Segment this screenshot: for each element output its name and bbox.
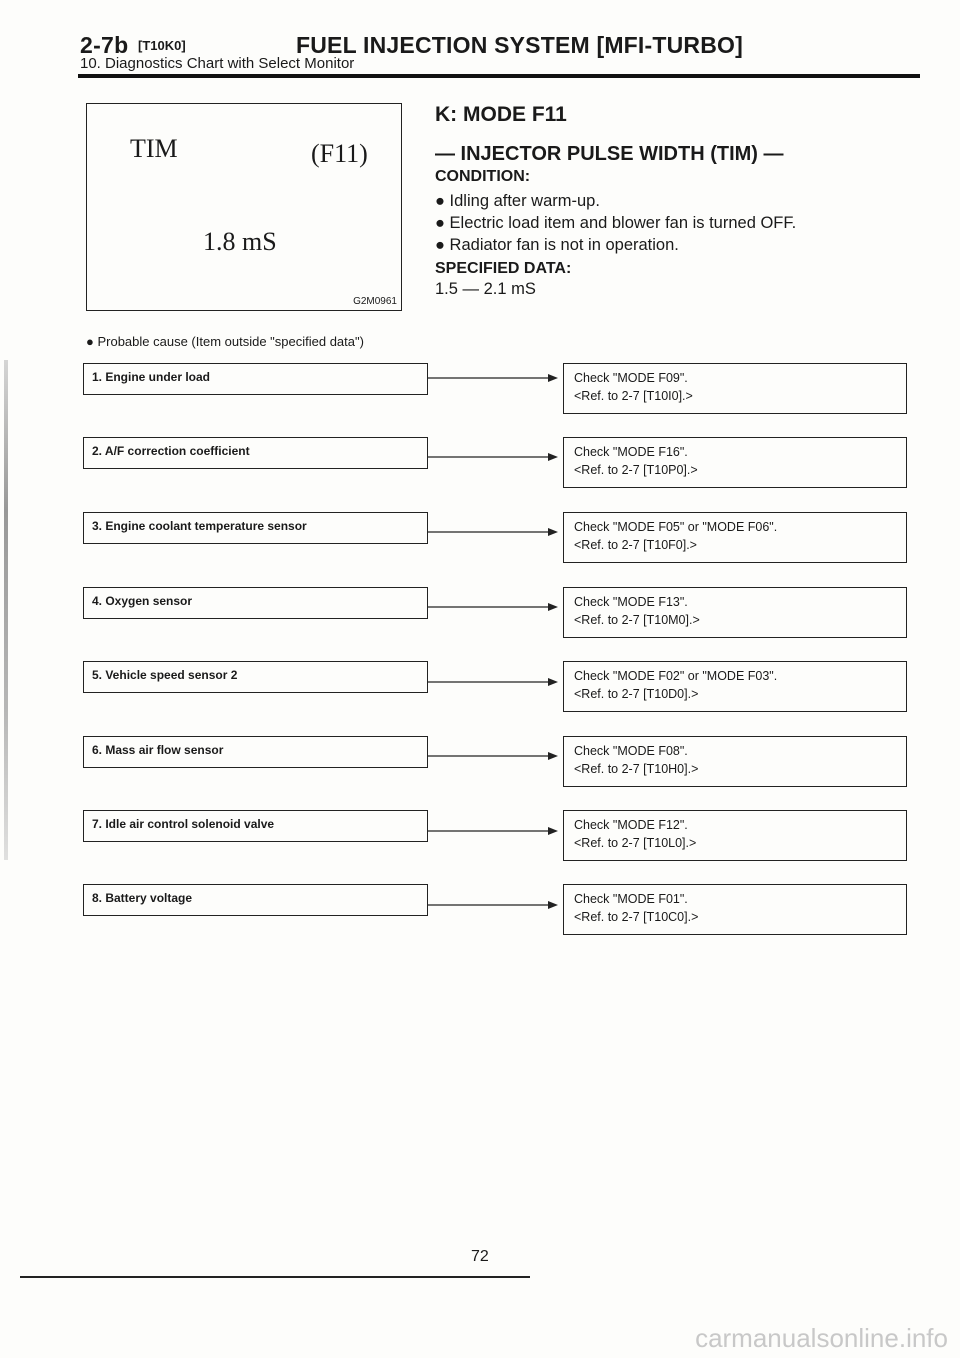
cause-box [83, 363, 428, 395]
check-reference: <Ref. to 2-7 [T10D0].> [574, 687, 699, 701]
check-instruction: Check "MODE F12". [574, 818, 688, 832]
section-number: 2-7b [80, 32, 129, 58]
display-value: 1.8 mS [203, 227, 277, 256]
arrow-icon [428, 825, 558, 837]
mode-heading: K: MODE F11 [435, 103, 567, 126]
check-instruction: Check "MODE F16". [574, 445, 688, 459]
arrow-icon [428, 372, 558, 384]
cause-box [83, 587, 428, 619]
check-instruction: Check "MODE F09". [574, 371, 688, 385]
cause-label: 5. Vehicle speed sensor 2 [92, 668, 238, 682]
check-box [563, 437, 907, 488]
check-reference: <Ref. to 2-7 [T10F0].> [574, 538, 697, 552]
cause-box [83, 810, 428, 842]
cause-label: 8. Battery voltage [92, 891, 193, 905]
page-title: FUEL INJECTION SYSTEM [MFI-TURBO] [296, 32, 744, 58]
cause-box [83, 884, 428, 916]
check-instruction: Check "MODE F08". [574, 744, 688, 758]
cause-label: 4. Oxygen sensor [92, 594, 193, 608]
cause-label: 2. A/F correction coefficient [92, 444, 250, 458]
mode-subheading: — INJECTOR PULSE WIDTH (TIM) — [435, 143, 784, 165]
page-subtitle: 10. Diagnostics Chart with Select Monitor [80, 55, 355, 72]
cause-box [83, 661, 428, 693]
cause-box [83, 437, 428, 469]
specified-data-value: 1.5 — 2.1 mS [435, 280, 536, 298]
arrow-icon [428, 526, 558, 538]
condition-item: ● Idling after warm-up. [435, 192, 600, 210]
scan-margin-shadow [4, 360, 8, 860]
check-reference: <Ref. to 2-7 [T10I0].> [574, 389, 693, 403]
check-reference: <Ref. to 2-7 [T10P0].> [574, 463, 698, 477]
display-label: TIM [130, 134, 178, 163]
condition-item: ● Electric load item and blower fan is turned OFF. [435, 214, 797, 232]
cause-label: 3. Engine coolant temperature sensor [92, 519, 307, 533]
display-mode: (F11) [311, 139, 368, 168]
condition-item: ● Radiator fan is not in operation. [435, 236, 679, 254]
cause-label: 6. Mass air flow sensor [92, 743, 224, 757]
check-box [563, 736, 907, 787]
condition-label: CONDITION: [435, 168, 531, 185]
section-code: [T10K0] [138, 38, 186, 53]
check-instruction: Check "MODE F01". [574, 892, 688, 906]
check-reference: <Ref. to 2-7 [T10H0].> [574, 762, 699, 776]
cause-box [83, 512, 428, 544]
check-reference: <Ref. to 2-7 [T10C0].> [574, 910, 699, 924]
page-number: 72 [471, 1248, 489, 1265]
arrow-icon [428, 750, 558, 762]
check-box [563, 363, 907, 414]
cause-box [83, 736, 428, 768]
check-instruction: Check "MODE F13". [574, 595, 688, 609]
check-box [563, 512, 907, 563]
check-box [563, 661, 907, 712]
cause-label: 7. Idle air control solenoid valve [92, 817, 275, 831]
arrow-icon [428, 601, 558, 613]
check-box [563, 884, 907, 935]
arrow-icon [428, 451, 558, 463]
probable-cause-note: ● Probable cause (Item outside "specified data") [86, 334, 364, 349]
check-reference: <Ref. to 2-7 [T10L0].> [574, 836, 697, 850]
arrow-icon [428, 899, 558, 911]
header-rule [78, 74, 920, 78]
check-instruction: Check "MODE F05" or "MODE F06". [574, 520, 778, 534]
cause-label: 1. Engine under load [92, 370, 211, 384]
check-box [563, 587, 907, 638]
specified-data-label: SPECIFIED DATA: [435, 260, 572, 277]
watermark: carmanualsonline.info [695, 1323, 948, 1353]
arrow-icon [428, 676, 558, 688]
select-monitor-display [86, 103, 402, 311]
check-instruction: Check "MODE F02" or "MODE F03". [574, 669, 778, 683]
bottom-rule [20, 1276, 530, 1278]
check-box [563, 810, 907, 861]
check-reference: <Ref. to 2-7 [T10M0].> [574, 613, 700, 627]
figure-code: G2M0961 [353, 296, 397, 307]
